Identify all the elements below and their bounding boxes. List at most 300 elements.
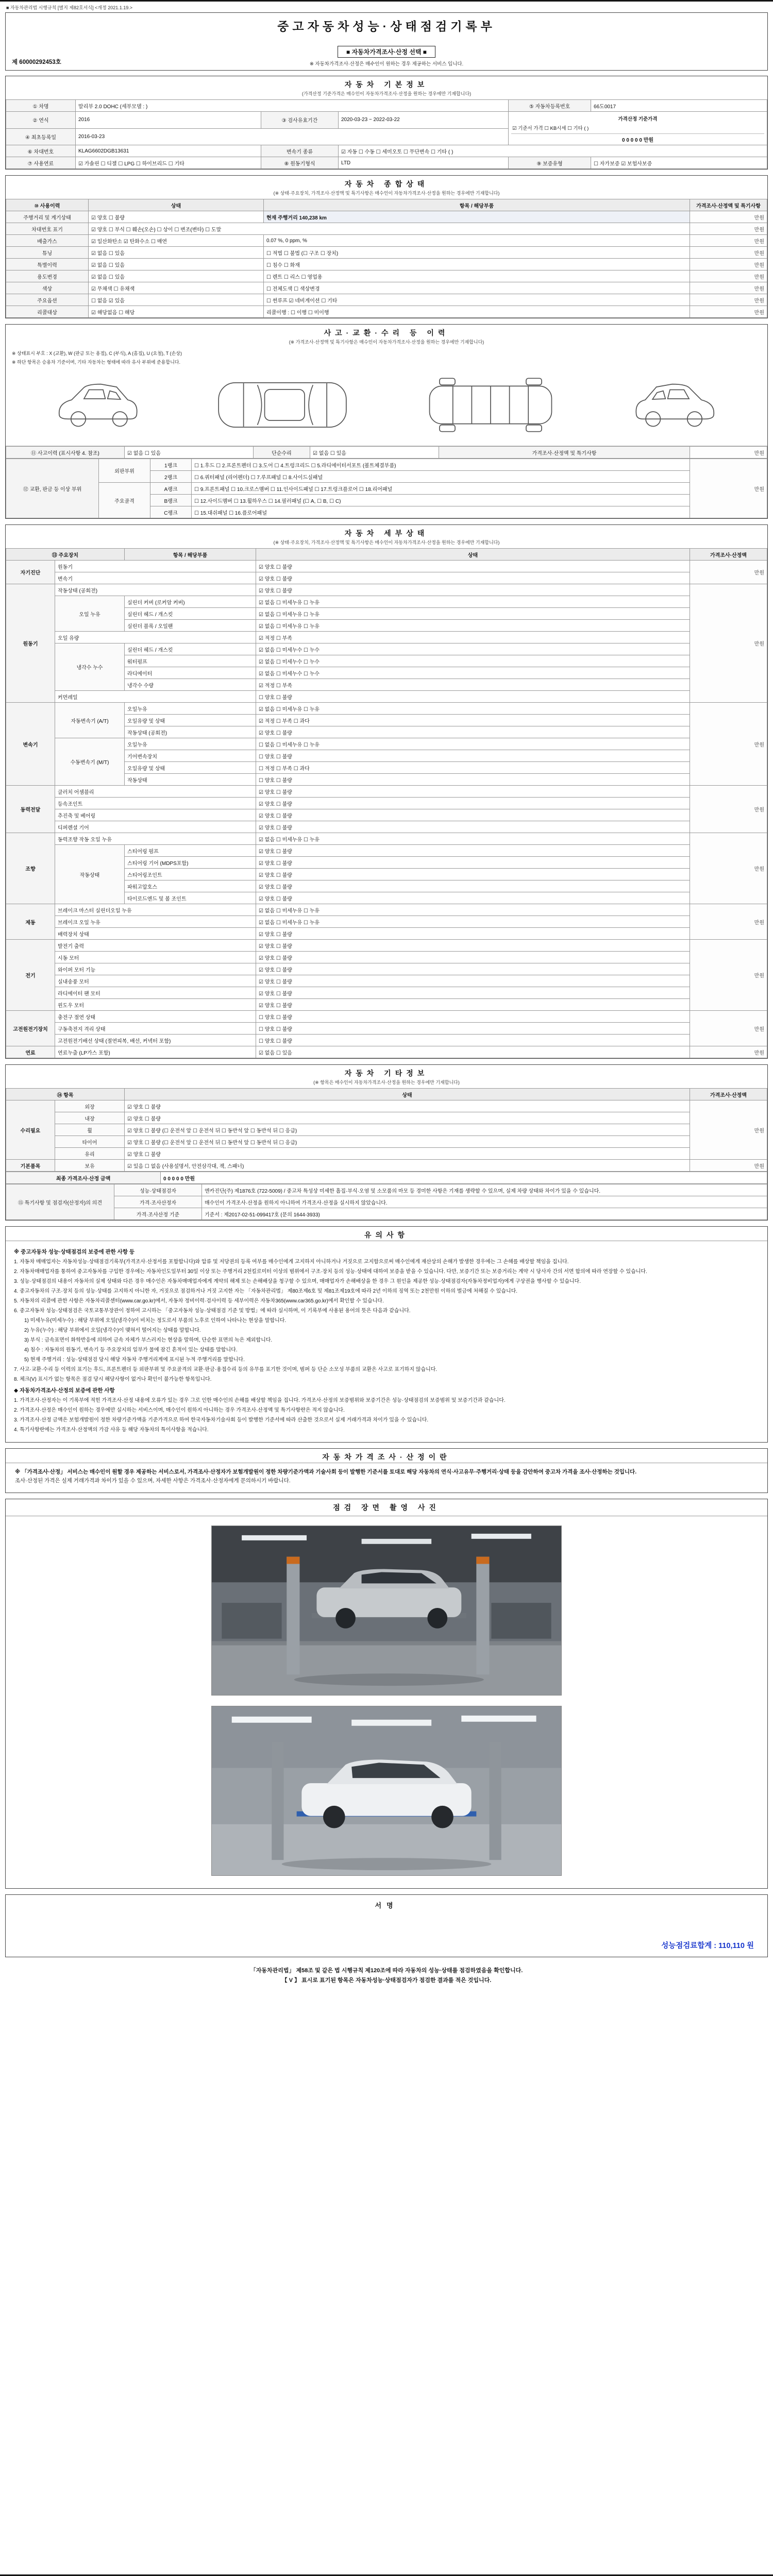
table-cell: 스티어링 펌프	[125, 845, 256, 857]
mt-oil-leak	[6, 738, 767, 750]
final-price-label: 최종 가격조사·산정 금액	[6, 1172, 161, 1184]
fan-motor	[6, 987, 767, 999]
table-cell: ☑ 적정 ☐ 부족	[256, 632, 690, 643]
price-survey-option-banner: ■ 자동차가격조사·산정 선택 ■	[338, 46, 435, 58]
reg-no-value: 66도0017	[591, 100, 767, 112]
engine-type-value: LTD	[339, 157, 509, 169]
notice-line: 3. 가격조사·산정 금액은 보험개발원이 정한 차량기준가액을 기준가격으로 하여 한국자동차기술사회 등이 발행한 기준서에 따라 산출한 것으로서 실제 거래가격과 차이가 있을 수 있습니다.	[14, 1417, 429, 1423]
table-cell: 만원	[690, 306, 767, 318]
coolant-leak-1	[6, 643, 767, 655]
car-diagram-underbody	[418, 371, 563, 438]
table-cell: ☑ 양호 ☐ 불량	[256, 845, 690, 857]
inspection-fee-total: 성능점검료합계 : 110,110 원	[661, 1941, 754, 1950]
overall-condition-table	[6, 199, 767, 318]
hv-wiring	[6, 1035, 767, 1046]
table-cell: ☑ 없음 ☐ 미세누유 ☐ 누유	[256, 916, 690, 928]
brake-master	[6, 904, 767, 916]
table-cell: 실린더 헤드 / 개스킷	[125, 643, 256, 655]
footer-line-1: 「자동차관리법」 제58조 및 같은 법 시행규칙 제120조에 따라 자동차의 성능·상태를 점검하였음을 확인합니다.	[250, 1967, 523, 1974]
basic-info-table	[6, 99, 767, 169]
table-cell: ☐ 양호 ☐ 불량	[256, 774, 690, 786]
opinion-row-who: 가격·조사산정자	[114, 1196, 202, 1208]
opinion-row-who: 가격·조사산정 기준	[114, 1208, 202, 1220]
table-cell: ☑ 양호 ☐ 불량	[256, 798, 690, 809]
car-name-value: 말리부 2.0 DOHC (세부모델 : )	[76, 100, 509, 112]
device-transmission: 변속기	[6, 703, 55, 786]
table-cell: B랭크	[150, 495, 192, 506]
table-cell: 동력조향 작동 오일 누유	[55, 833, 256, 845]
base-price-box	[509, 112, 767, 145]
diagram-note: ※ 하단 항목은 승용차 기준이며, 기타 자동차는 형태에 따라 유사 부위에 준용합니다.	[12, 360, 180, 365]
table-cell: ☑ 적정 ☐ 부족 ☐ 과다	[256, 715, 690, 726]
table-cell: 오일누유	[125, 738, 256, 750]
simple-repair-checkboxes: ☑ 없음 ☐ 있음	[310, 447, 439, 459]
col-device: ⑬ 주요장치	[6, 549, 125, 561]
section-signature	[5, 1894, 768, 1957]
steer-oil-leak	[6, 833, 767, 845]
table-cell: 만원	[690, 940, 767, 1011]
table-cell: ☑ 양호 ☐ 불량	[256, 892, 690, 904]
table-cell: 파워고압호스	[125, 880, 256, 892]
inspection-photo-1	[211, 1526, 562, 1696]
table-cell: 만원	[690, 294, 767, 306]
notice-item-list	[14, 1258, 759, 1384]
table-cell: ☐ 적법 ☐ 불법 (☐ 구조 ☐ 장치)	[264, 247, 690, 259]
signature-area	[6, 1895, 767, 1957]
table-cell: 만원	[690, 833, 767, 904]
col-item: 항목 / 해당부품	[125, 549, 256, 561]
col-state: 상태	[125, 1089, 690, 1100]
warranty-checkboxes: ☐ 자가보증 ☑ 보험사보증	[591, 157, 767, 169]
table-cell: 등속조인트	[55, 798, 256, 809]
steer-pump	[6, 845, 767, 857]
table-cell: 오일유량 및 상태	[125, 762, 256, 774]
table-cell: 내장	[55, 1112, 125, 1124]
table-cell: 냉각수 수량	[125, 679, 256, 691]
device-drivetrain: 동력전달	[6, 786, 55, 833]
table-cell: 실린더 헤드 / 개스킷	[125, 608, 256, 620]
section-inspection-photos	[5, 1499, 768, 1889]
price-notice-heading: ◆ 자동차가격조사·산정의 보증에 관한 사항	[14, 1387, 115, 1394]
notice-line: 6. 중고자동차 성능·상태점검은 국토교통부장관이 정하여 고시하는 「중고자동차 성능·상태점검 기준 및 방법」에 따라 실시하며, 이 기록부에 사용된 용어의 뜻은 다음과 같습니다.	[14, 1308, 411, 1314]
first-reg-value: 2016-03-23	[76, 128, 509, 145]
brake-oil	[6, 916, 767, 928]
table-cell: 오일누유	[125, 703, 256, 715]
glass	[6, 1148, 767, 1160]
opinion-row-text: 매수인이 가격조사·산정을 원하지 아니하여 가격조사·산정을 실시하지 않았습니다.	[202, 1196, 767, 1208]
table-cell: ☑ 없음 ☐ 있음	[89, 270, 264, 282]
table-cell: A랭크	[150, 483, 192, 495]
table-cell: ☐ 12.사이드멤버 ☐ 13.휠하우스 ☐ 14.필러패널 (☐ A, ☐ B, ☐ C)	[192, 495, 690, 506]
table-cell: 타이어	[55, 1136, 125, 1148]
col-usage-history: ⑩ 사용이력	[6, 199, 89, 211]
opinion-row-text: 기준서 : 제2017-02-51-099417호 (문의 1644-3933)	[202, 1208, 767, 1220]
table-cell: 원동기	[55, 561, 256, 572]
inspection-label: ③ 검사유효기간	[261, 112, 339, 129]
section-title: 사고·교환·수리 등 이력	[324, 329, 449, 337]
price-note-value: 만원	[690, 447, 767, 459]
notice-title: 유의사항	[6, 1227, 767, 1241]
table-cell: 실린더 블록 / 오일팬	[125, 620, 256, 632]
table-cell: 만원	[690, 584, 767, 703]
table-cell: 보유	[55, 1160, 125, 1172]
notice-line: 5) 현재 주행거리 : 성능·상태점검 당시 해당 자동차 주행거리계에 표시된 누적 주행거리를 말합니다.	[24, 1357, 245, 1363]
table-cell: 외장	[55, 1100, 125, 1112]
notice-body	[6, 1241, 767, 1442]
table-cell: ☑ 양호 ☐ 불량	[256, 857, 690, 869]
pricedef-paragraph-2: 조사·산정된 가격은 실제 거래가격과 차이가 있을 수 있으며, 자세한 사항은 가격조사·산정자에게 문의하시기 바랍니다.	[15, 1478, 291, 1484]
table-cell: 자동변속기 (A/T)	[55, 703, 125, 738]
starter	[6, 952, 767, 963]
table-cell: ☑ 양호 ☐ 불량	[125, 1112, 690, 1124]
section-basic-info	[5, 76, 768, 170]
brake-booster	[6, 928, 767, 940]
table-cell: ☐ 렌트 ☐ 리스 ☐ 영업용	[264, 270, 690, 282]
table-cell: 배출가스	[6, 235, 89, 247]
table-cell: 주행거리 및 계기상태	[6, 211, 89, 223]
recall-row	[6, 306, 767, 318]
photo-list	[6, 1516, 767, 1888]
car-diagram-top	[210, 371, 355, 438]
table-cell: ☑ 적정 ☐ 부족	[256, 679, 690, 691]
table-cell: 리콜대상	[6, 306, 89, 318]
hv-battery	[6, 1023, 767, 1035]
table-cell: ☐ 6.쿼터패널 (리어펜더) ☐ 7.루프패널 ☐ 8.사이드실패널	[192, 471, 690, 483]
table-cell: ☑ 양호 ☐ 불량	[256, 809, 690, 821]
table-cell: 만원	[690, 561, 767, 584]
price-notice-item-list	[14, 1397, 759, 1434]
table-cell: ☑ 양호 ☐ 불량	[125, 1100, 690, 1112]
year-value: 2016	[76, 112, 261, 129]
fuel-leak	[6, 1046, 767, 1058]
base-price-label: 가격산정 기준가격	[618, 116, 658, 122]
diff-gear	[6, 821, 767, 833]
engine-idle	[6, 584, 767, 596]
section-overall-condition	[5, 175, 768, 318]
table-cell: 커먼레일	[55, 691, 256, 703]
base-price-value: 0 0 0 0 0 만원	[511, 133, 764, 143]
table-cell: ☐ 침수 ☐ 화재	[264, 259, 690, 270]
notice-line: 3) 부식 : 금속표면이 화학반응에 의하여 금속 자체가 부스러지는 현상을 말하며, 단순한 표면의 녹은 제외합니다.	[24, 1337, 273, 1344]
section-accident-history	[5, 324, 768, 519]
cv-joint	[6, 798, 767, 809]
table-cell: ☐ 1.후드 ☐ 2.프론트펜더 ☐ 3.도어 ☐ 4.트렁크리드 ☐ 5.라디에이터서포트 (볼트체결부품)	[192, 459, 690, 471]
price-survey-note: ※ 자동차가격조사·산정은 매수인이 원하는 경우 제공하는 서비스 입니다.	[309, 61, 464, 67]
table-cell: 추진축 및 베어링	[55, 809, 256, 821]
document-header	[5, 12, 768, 71]
engine-oil-leak-1	[6, 596, 767, 608]
engine-type-label: ⑧ 원동기형식	[261, 157, 339, 169]
table-cell: 고전원전기배선 상태 (절연피복, 배선, 커넥터 포함)	[55, 1035, 256, 1046]
car-diagram-rear-quarter	[627, 374, 725, 436]
inspection-value: 2020-03-23 ~ 2022-03-22	[339, 112, 509, 129]
table-cell: ☑ 양호 ☐ 불량	[256, 963, 690, 975]
table-cell: 스티어링 기어 (MDPS포함)	[125, 857, 256, 869]
accident-history-table	[6, 446, 767, 459]
table-cell: 리콜이행 : ☐ 이행 ☐ 미이행	[264, 306, 690, 318]
table-cell: 라디에이터 팬 모터	[55, 987, 256, 999]
final-price-table	[6, 1172, 767, 1184]
table-cell: 만원	[690, 904, 767, 940]
col-item: 항목 / 해당부품	[264, 199, 690, 211]
notice-line: 2. 자동차매매업자를 통하여 중고자동차를 구입한 경우에는 자동차인도일부터 30일 이상 또는 주행거리 2천킬로미터 이상의 범위에서 구조·장치 등의 성능·상태에 대하여 보증을 받을 수 있습니다. 다만, 보증기간 또는 보증거리는 계약 시 당사자 간의 서면 합의에 따라 연장할 수 있습니다.	[14, 1269, 647, 1275]
mileage-row	[6, 211, 767, 223]
exchange-repair-label: ⑫ 교환, 판금 등 이상 부위	[6, 459, 99, 518]
table-cell: ☑ 없음 ☐ 있음	[89, 259, 264, 270]
form-reference: ■ 자동차관리법 시행규칙 [별지 제82호서식] <개정 2021.1.19.>	[6, 5, 132, 10]
table-cell: 브레이크 오일 누유	[55, 916, 256, 928]
table-cell: 오일유량 및 상태	[125, 715, 256, 726]
table-cell: ☑ 없음 ☐ 미세누유 ☐ 누유	[256, 703, 690, 715]
status-code-legend: ※ 상태표시 부호 : X (교환), W (판금 또는 용접), C (부식), A (흠집), U (요철), T (손상)	[12, 351, 182, 356]
table-cell: 현재 주행거리 140,238 km	[264, 211, 690, 223]
section-subtitle: (※ 가격조사·산정액 및 특기사항은 매수인이 자동차가격조사·산정을 원하는 경우에만 기재합니다)	[289, 340, 484, 345]
section-notice	[5, 1226, 768, 1443]
table-cell: 주요옵션	[6, 294, 89, 306]
table-cell: ☑ 양호 ☐ 불량	[256, 584, 690, 596]
special-history-row	[6, 259, 767, 270]
table-cell: 워터펌프	[125, 655, 256, 667]
table-cell: ☑ 양호 ☐ 불량	[256, 952, 690, 963]
notice-heading: ※ 중고자동차 성능·상태점검의 보증에 관한 사항 등	[14, 1249, 135, 1255]
table-cell: 만원	[690, 270, 767, 282]
section-misc-info	[5, 1064, 768, 1221]
device-engine: 원동기	[6, 584, 55, 703]
device-brake: 제동	[6, 904, 55, 940]
table-cell: 만원	[690, 1011, 767, 1046]
table-cell: 만원	[690, 235, 767, 247]
col-item: ⑭ 항목	[6, 1089, 125, 1100]
notice-line: 7. 사고·교환·수리 등 이력의 표기는 후드, 프론트펜더 등 외판부위 및 주요골격의 교환·판금·용접수리 등의 유무를 표기한 것이며, 범퍼 등 단순 소모성 부품의 교환은 사고로 표기하지 않습니다.	[14, 1367, 438, 1373]
misc-info-table	[6, 1088, 767, 1172]
table-cell: 만원	[690, 282, 767, 294]
basic-items	[6, 1160, 767, 1172]
notice-line: 2. 가격조사·산정은 매수인이 원하는 경우에만 실시하는 서비스이며, 매수인이 원하지 아니하는 경우 가격조사·산정액 및 특기사항란은 적지 않습니다.	[14, 1408, 345, 1414]
table-cell: ☐ 15.대쉬패널 ☐ 16.플로어패널	[192, 506, 690, 518]
car-damage-diagrams	[6, 365, 767, 446]
table-cell: 윈도우 모터	[55, 999, 256, 1011]
year-label: ② 연식	[6, 112, 76, 129]
footer-line-2: 【 V 】 표시로 표기된 항목은 자동차성능·상태점검자가 점검한 결과를 적은 것입니다.	[281, 1977, 492, 1984]
table-cell: 실린더 커버 (로커암 커버)	[125, 596, 256, 608]
col-state: 상태	[89, 199, 264, 211]
table-cell: 변속기	[55, 572, 256, 584]
table-cell: ☑ 일산화탄소 ☑ 탄화수소 ☐ 매연	[89, 235, 264, 247]
blower-motor	[6, 975, 767, 987]
notice-line: 1. 자동차 매매업자는 자동차성능·상태점검기록부(가격조사·산정서를 포함합니다)와 압류 및 저당권의 등록 여부를 매수인에게 고지하지 아니하거나 거짓으로 고지함으로써 매수인에게 재산상의 손해가 발생한 경우에는 그 손해를 배상할 책임을 집니다.	[14, 1259, 569, 1265]
table-cell: 디퍼렌셜 기어	[55, 821, 256, 833]
table-cell: 오일 누유	[55, 596, 125, 632]
rank-a	[6, 483, 767, 495]
notice-line: 8. 체크(V) 표시가 없는 항목은 점검 당시 해당사항이 없거나 확인이 불가능한 항목입니다.	[14, 1377, 212, 1383]
table-cell: ☑ 양호 ☐ 불량	[256, 726, 690, 738]
table-cell: 특별이력	[6, 259, 89, 270]
exterior	[6, 1100, 767, 1112]
table-cell: ☑ 없음 ☐ 미세누유 ☐ 누유	[256, 608, 690, 620]
table-cell: ☑ 양호 ☐ 불량	[256, 572, 690, 584]
table-cell: ☑ 없음 ☐ 미세누유 ☐ 누유	[256, 596, 690, 608]
table-cell: 오일 유량	[55, 632, 256, 643]
table-cell: ☑ 양호 ☐ 부식 ☐ 훼손(오손) ☐ 상이 ☐ 변조(변타) ☐ 도말	[89, 223, 690, 235]
table-cell: 기어변속장치	[125, 750, 256, 762]
basic-items-group: 기본품목	[6, 1160, 55, 1172]
self-diag-trans	[6, 572, 767, 584]
prop-shaft	[6, 809, 767, 821]
table-cell: ☑ 있음 ☐ 없음 (사용설명서, 안전삼각대, 잭, 스패너)	[125, 1160, 690, 1172]
table-cell: ☐ 적정 ☐ 부족 ☐ 과다	[256, 762, 690, 774]
col-price: 가격조사·산정액 및 특기사항	[690, 199, 767, 211]
price-note-label: 가격조사·산정액 및 특기사항	[439, 447, 690, 459]
table-cell: 용도변경	[6, 270, 89, 282]
section-subtitle: (가격산정 기준가격은 매수인이 자동차가격조사·산정을 원하는 경우에만 기재합니다)	[301, 91, 472, 96]
base-price-options: ☑ 기준서 가격 ☐ KB시세 ☐ 기타 ( )	[512, 125, 589, 131]
table-cell: 타이로드엔드 및 볼 조인트	[125, 892, 256, 904]
table-cell: 외판부위	[99, 459, 150, 483]
table-cell: ☑ 양호 ☐ 불량	[256, 869, 690, 880]
table-cell: ☑ 양호 ☐ 불량	[256, 821, 690, 833]
rank-1	[6, 459, 767, 471]
table-cell: 휠	[55, 1124, 125, 1136]
table-cell: 만원	[690, 1160, 767, 1172]
col-price: 가격조사·산정액	[690, 1089, 767, 1100]
table-cell: ☐ 없음 ☐ 미세누유 ☐ 누유	[256, 738, 690, 750]
engine-oil-level	[6, 632, 767, 643]
table-cell: ☐ 9.프론트패널 ☐ 10.크로스멤버 ☐ 11.인사이드패널 ☐ 17.트렁크플로어 ☐ 18.리어패널	[192, 483, 690, 495]
vin-value: KLAG6602DGB13631	[76, 145, 261, 157]
table-cell: 유리	[55, 1148, 125, 1160]
table-cell: 만원	[690, 211, 767, 223]
option-row	[6, 294, 767, 306]
table-cell: ☑ 양호 ☐ 불량	[256, 999, 690, 1011]
notice-line: 4. 중고자동차의 구조·장치 등의 성능·상태를 고지하지 아니한 자, 거짓으로 점검하거나 거짓 고지한 자는 「자동차관리법」 제80조제6호 및 제81조제19호에 따라 2년 이하의 징역 또는 2천만원 이하의 벌금에 처해질 수 있습니다.	[14, 1289, 518, 1295]
pricedef-title: 자동차가격조사·산정이란	[6, 1449, 767, 1463]
table-cell: ☑ 양호 ☐ 불량	[256, 975, 690, 987]
table-cell: 만원	[690, 1100, 767, 1160]
document-number: 제 60000292453호	[12, 59, 61, 65]
table-cell: ☑ 없음 ☐ 미세누수 ☐ 누수	[256, 643, 690, 655]
section-title: 자동차 종합상태	[344, 180, 429, 188]
legal-footer	[4, 1963, 769, 1987]
table-cell: 2랭크	[150, 471, 192, 483]
notice-line: 5. 자동차의 리콜에 관한 사항은 자동차리콜센터(www.car.go.kr)에서, 자동차 정비이력·검사이력 등 세부이력은 자동차365(www.car365.go.kr)에서 확인할 수 있습니다.	[14, 1298, 384, 1304]
table-cell: 와이퍼 모터 기능	[55, 963, 256, 975]
signature-label: 서명	[375, 1901, 398, 1909]
table-cell: 클러치 어셈블리	[55, 786, 256, 798]
device-high-voltage: 고전원전기장치	[6, 1011, 55, 1046]
table-cell: 구동축전지 격리 상태	[55, 1023, 256, 1035]
table-cell: ☑ 없음 ☐ 미세누유 ☐ 누유	[256, 833, 690, 845]
transmission-label: 변속기 종류	[261, 145, 339, 157]
table-cell: 연료누출 (LP가스 포함)	[55, 1046, 256, 1058]
table-cell: 차대번호 표기	[6, 223, 89, 235]
section-detail-condition	[5, 524, 768, 1059]
notice-line: 2) 누유(누수) : 해당 부위에서 오일(냉각수)이 맺혀서 떨어지는 상태를 말합니다.	[24, 1328, 201, 1334]
table-cell: ☐ 양호 ☐ 불량	[256, 1035, 690, 1046]
table-cell: ☑ 양호 ☐ 불량	[256, 880, 690, 892]
device-fuel: 연료	[6, 1046, 55, 1058]
table-cell: 색상	[6, 282, 89, 294]
table-cell: ☑ 없음 ☐ 미세누유 ☐ 누유	[256, 620, 690, 632]
detail-condition-table	[6, 548, 767, 1058]
table-cell: ☑ 양호 ☐ 불량	[256, 786, 690, 798]
section-subtitle: (※ 항목은 매수인이 자동차가격조사·산정을 원하는 경우에만 기재합니다)	[313, 1080, 460, 1085]
table-cell: 만원	[690, 223, 767, 235]
color-row	[6, 282, 767, 294]
accident-history-checkboxes: ☑ 없음 ☐ 있음	[125, 447, 254, 459]
clutch	[6, 786, 767, 798]
table-cell: 작동상태	[55, 845, 125, 904]
table-cell: 냉각수 누수	[55, 643, 125, 691]
reg-no-label: ⑤ 자동차등록번호	[509, 100, 591, 112]
section-title: 자동차 기타정보	[344, 1069, 429, 1077]
table-cell: ☑ 없음 ☐ 미세누수 ☐ 누수	[256, 655, 690, 667]
table-cell: 작동상태	[125, 774, 256, 786]
table-cell: ☐ 양호 ☐ 불량	[256, 1023, 690, 1035]
window-motor	[6, 999, 767, 1011]
notice-line: 4) 침수 : 자동차의 원동기, 변속기 등 주요장치의 일부가 물에 잠긴 흔적이 있는 상태를 말합니다.	[24, 1347, 238, 1353]
table-cell: 브레이크 마스터 실린더오일 누유	[55, 904, 256, 916]
table-cell: ☑ 양호 ☐ 불량	[256, 940, 690, 952]
table-cell: 실내송풍 모터	[55, 975, 256, 987]
section-subtitle: (※ 상태·주요장치, 가격조사·산정액 및 특기사항은 매수인이 자동차가격조사·산정을 원하는 경우에만 기재합니다)	[273, 540, 500, 545]
tuning-row	[6, 247, 767, 259]
table-cell: ☑ 없음 ☐ 미세누수 ☐ 누수	[256, 667, 690, 679]
table-cell: 라디에이터	[125, 667, 256, 679]
device-self-diagnosis: 자기진단	[6, 561, 55, 584]
inspection-photo-2	[211, 1706, 562, 1876]
wheel	[6, 1124, 767, 1136]
device-steering: 조향	[6, 833, 55, 904]
first-reg-label: ④ 최초등록일	[6, 128, 76, 145]
table-cell: 만원	[690, 1046, 767, 1058]
document-title: 중고자동차성능·상태점검기록부	[277, 20, 496, 33]
tire	[6, 1136, 767, 1148]
notice-line: 1. 가격조사·산정자는 이 기록부에 적힌 가격조사·산정 내용에 오류가 있는 경우 그로 인한 매수인의 손해를 배상할 책임을 집니다. 가격조사·산정의 보증범위와 보증기간은 성능·상태점검의 보증범위 및 보증기간과 같습니다.	[14, 1398, 506, 1404]
warranty-label: ⑨ 보증유형	[509, 157, 591, 169]
photos-title: 점검 장면 촬영 사진	[6, 1499, 767, 1516]
car-diagram-front-quarter	[48, 374, 146, 436]
simple-repair-label: 단순수리	[254, 447, 310, 459]
table-cell: ☑ 양호 ☐ 불량	[125, 1148, 690, 1160]
table-cell: 튜닝	[6, 247, 89, 259]
opinion-label: ⑮ 특기사항 및 점검자(산정자)의 의견	[6, 1184, 114, 1220]
table-cell: ☑ 없음 ☐ 있음	[256, 1046, 690, 1058]
table-cell: 수동변속기 (M/T)	[55, 738, 125, 786]
wiper-motor	[6, 963, 767, 975]
table-cell: ☐ 전체도색 ☐ 색상변경	[264, 282, 690, 294]
table-cell: ☐ 썬루프 ☑ 네비게이션 ☐ 기타	[264, 294, 690, 306]
transmission-checkboxes: ☑ 자동 ☐ 수동 ☐ 세미오토 ☐ 무단변속 ☐ 기타 ( )	[339, 145, 767, 157]
section-title: 자동차 세부상태	[344, 529, 429, 537]
table-cell: ☑ 없음 ☐ 있음	[89, 247, 264, 259]
table-cell: 만원	[690, 786, 767, 833]
table-cell: 시동 모터	[55, 952, 256, 963]
table-cell: ☑ 양호 ☐ 불량	[256, 928, 690, 940]
inspector-opinion-table	[6, 1184, 767, 1220]
table-cell: 발전기 출력	[55, 940, 256, 952]
table-cell: 0.07 %, 0 ppm, %	[264, 235, 690, 247]
alternator	[6, 940, 767, 952]
table-cell: 만원	[690, 247, 767, 259]
table-cell: ☑ 양호 ☐ 불량	[256, 561, 690, 572]
table-cell: 작동상태 (공회전)	[125, 726, 256, 738]
table-cell: 만원	[690, 259, 767, 270]
col-price: 가격조사·산정액	[690, 549, 767, 561]
table-cell: C랭크	[150, 506, 192, 518]
pricedef-paragraph-1: ※ 「가격조사·산정」 서비스는 매수인이 원할 경우 제공하는 서비스로서, 가격조사·산정자가 보험개발원이 정한 차량기준가액과 기술사회 등이 발행한 기준서를 토대로 해당 자동차의 연식·사고유무·주행거리·상태 등을 감안하여 중고차 가격을 조사·산정하는 것입니다.	[15, 1469, 637, 1476]
vin-label: ⑥ 차대번호	[6, 145, 76, 157]
device-electrical: 전기	[6, 940, 55, 1011]
